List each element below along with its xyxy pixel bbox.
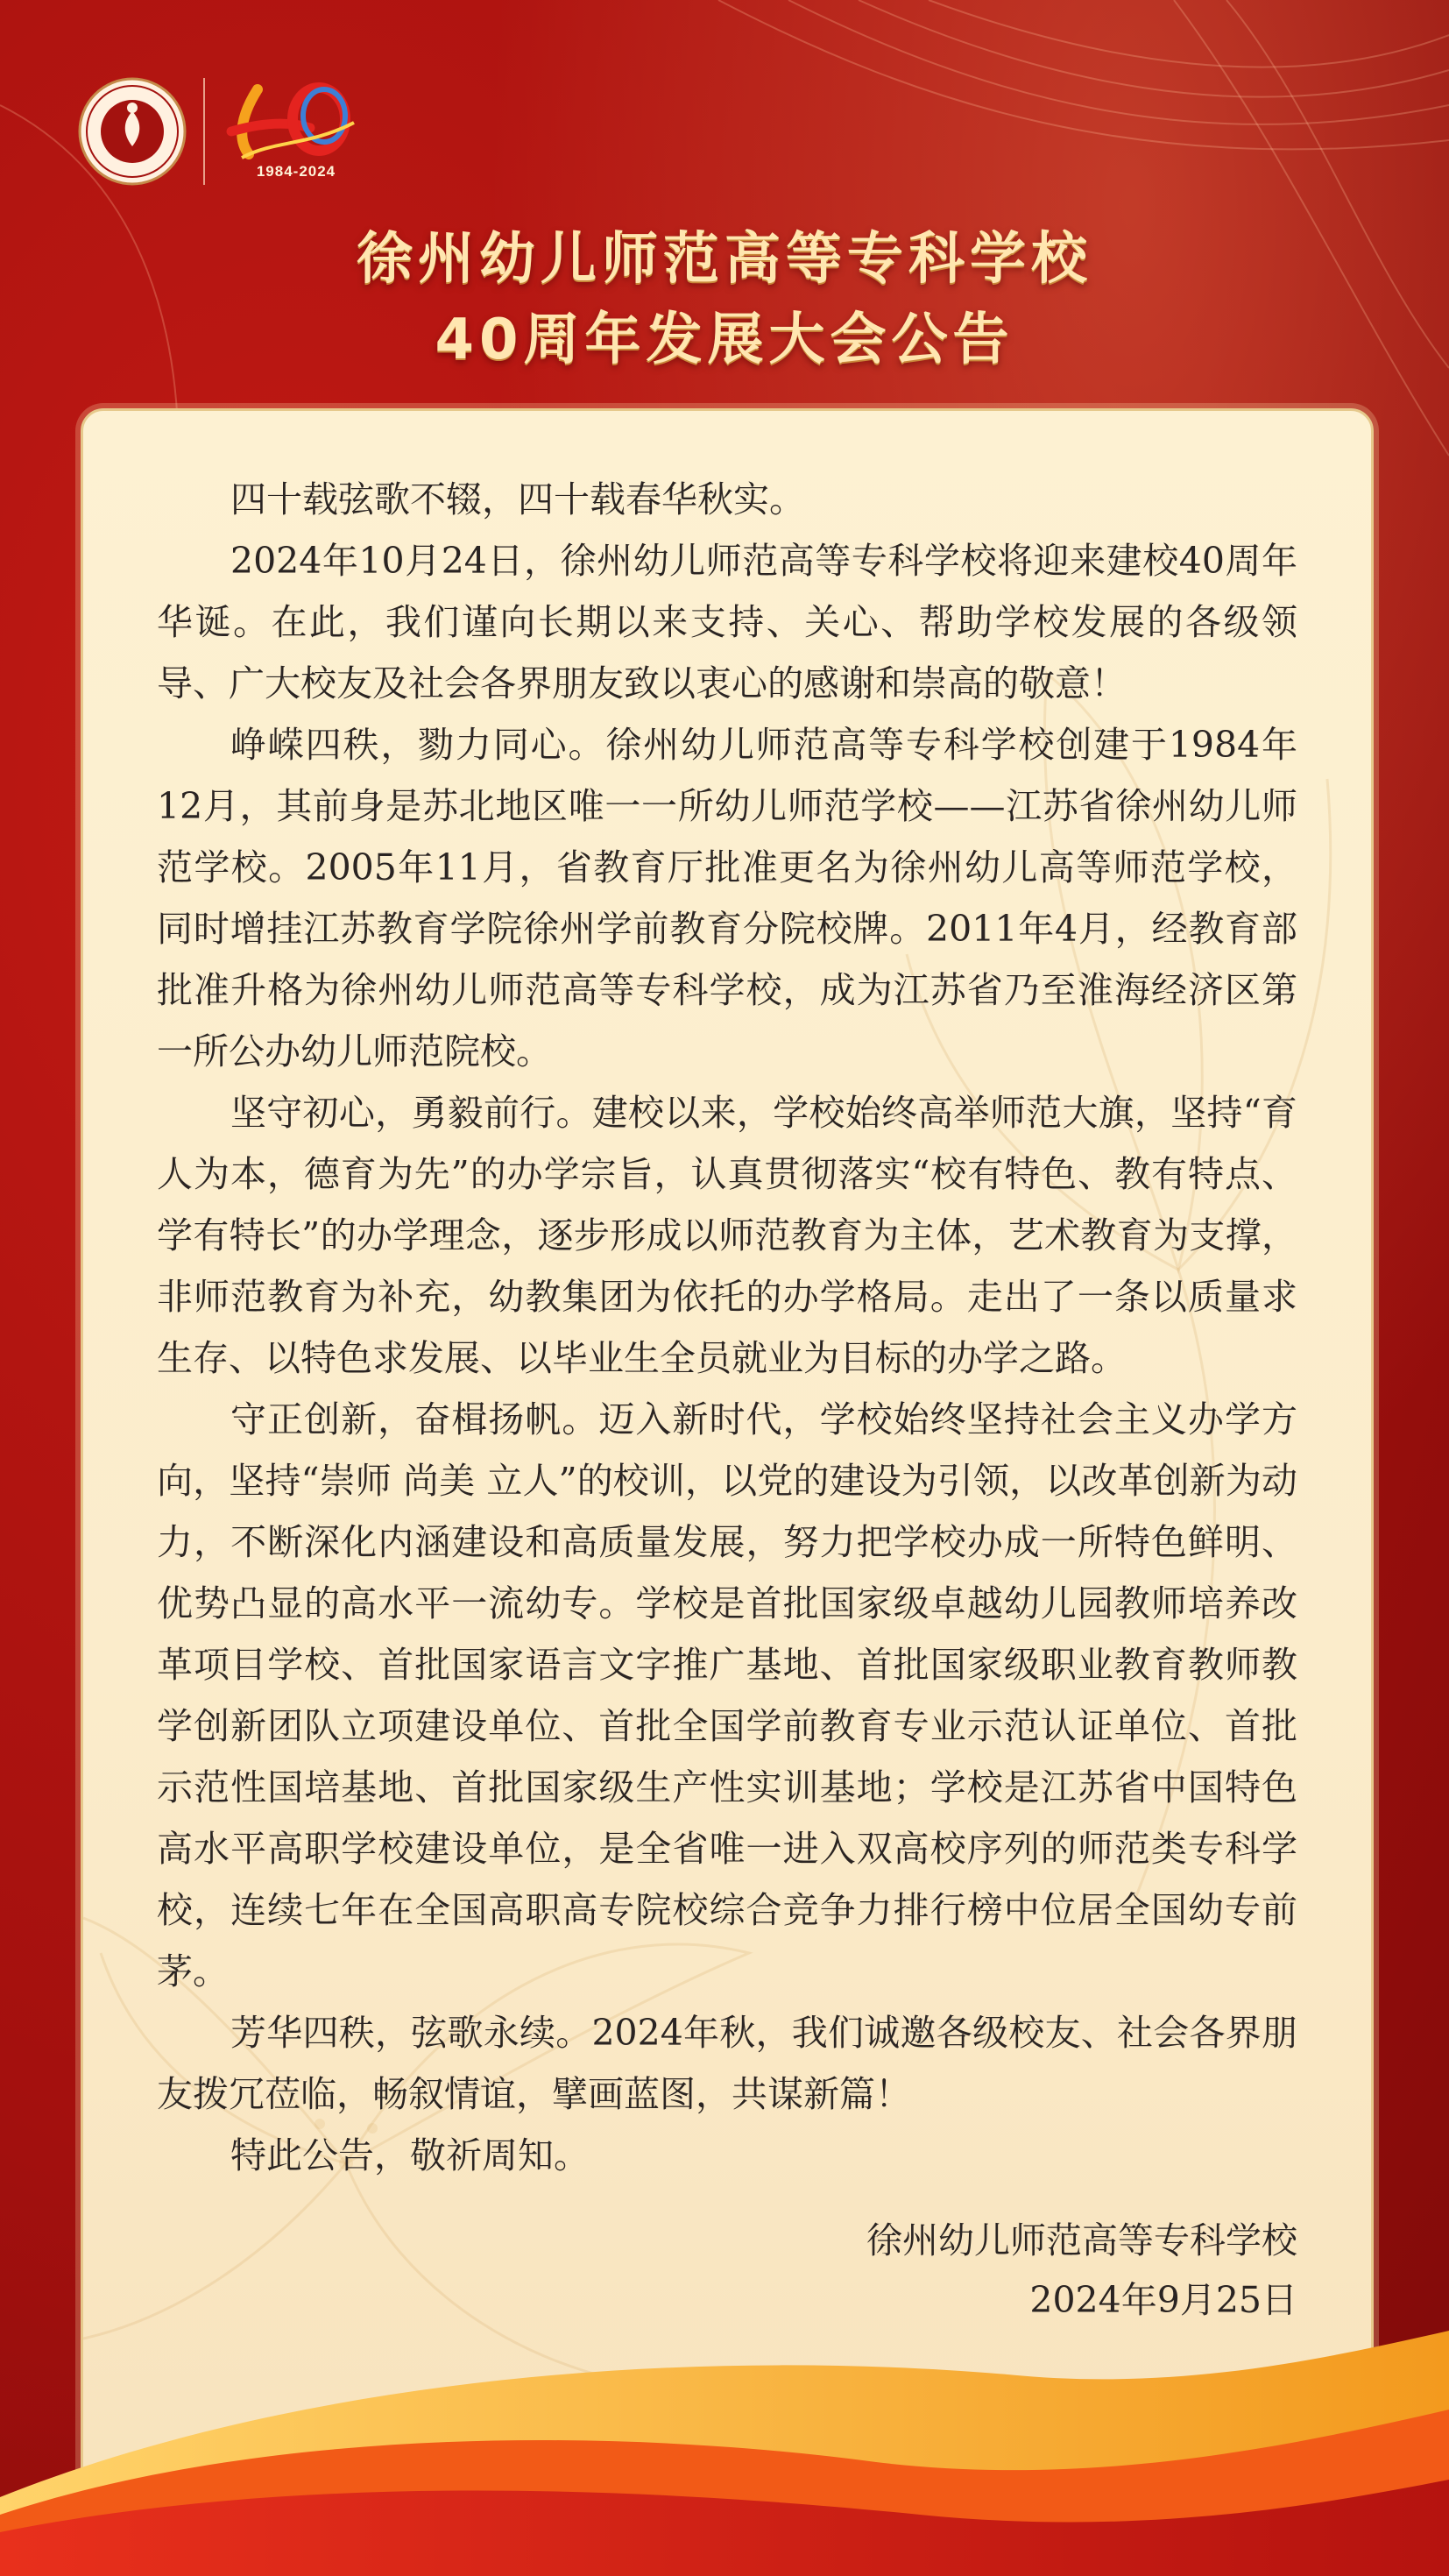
logo-divider — [203, 78, 205, 185]
announcement-panel — [81, 408, 1374, 2516]
paragraph: 坚守初心，勇毅前行。建校以来，学校始终高举师范大旗，坚持“育人为本，德育为先”的办学宗旨，认真贯彻落实“校有特色、教有特点、学有特长”的办学理念，逐步形成以师范教育为主体，艺术教育为支撑，非师范教育为补充，幼教集团为依托的办学格局。走出了一条以质量求生存、以特色求发展、以毕业生全员就业为目标的办学之路。 — [157, 1092, 1297, 1379]
bottom-waves — [0, 2296, 1449, 2576]
header-logos — [77, 70, 363, 193]
announcement-body — [157, 469, 1297, 2186]
signature-organization: 徐州幼儿师范高等专科学校 — [866, 2219, 1297, 2261]
paragraph: 特此公告，敬祈周知。 — [230, 2134, 590, 2176]
paragraph: 2024年10月24日，徐州幼儿师范高等专科学校将迎来建校40周年华诞。在此，我们谨向长期以来支持、关心、帮助学校发展的各级领导、广大校友及社会各界朋友致以衷心的感谢和崇高的敬意！ — [157, 540, 1297, 704]
paragraph: 芳华四秩，弦歌永续。2024年秋，我们诚邀各级校友、社会各界朋友拨冗莅临，畅叙情谊，擘画蓝图，共谋新篇！ — [157, 2012, 1297, 2115]
title-line-2: 40周年发展大会公告 — [435, 308, 1014, 372]
signature-date: 2024年9月25日 — [1029, 2279, 1297, 2321]
anniversary-logo — [223, 70, 363, 193]
anniversary-40-icon — [223, 70, 363, 166]
anniversary-years: 1984-2024 — [256, 163, 336, 180]
school-seal-icon — [77, 76, 187, 187]
title-line-1: 徐州幼儿师范高等专科学校 — [357, 227, 1092, 292]
paragraph: 四十载弦歌不辍，四十载春华秋实。 — [230, 478, 805, 520]
announcement-title — [0, 219, 1449, 380]
paragraph: 守正创新，奋楫扬帆。迈入新时代，学校始终坚持社会主义办学方向，坚持“崇师 尚美 立人”的校训，以党的建设为引领，以改革创新为动力，不断深化内涵建设和高质量发展，努力把学校办成一所特色鲜明、优势凸显的高水平一流幼专。学校是首批国家级卓越幼儿园教师培养改革项目学校、首批国家语言文字推广基地、首批国家级职业教育教师教学创新团队立项建设单位、首批全国学前教育专业示范认证单位、首批示范性国培基地、首批国家级生产性实训基地；学校是江苏省中国特色高水平高职学校建设单位，是全省唯一进入双高校序列的师范类专科学校，连续七年在全国高职高专院校综合竞争力排行榜中位居全国幼专前茅。 — [157, 1398, 1297, 1992]
paragraph: 峥嵘四秩，勠力同心。徐州幼儿师范高等专科学校创建于1984年12月，其前身是苏北地区唯一一所幼儿师范学校——江苏省徐州幼儿师范学校。2005年11月，省教育厅批准更名为徐州幼儿高等师范学校，同时增挂江苏教育学院徐州学前教育分院校牌。2011年4月，经教育部批准升格为徐州幼儿师范高等专科学校，成为江苏省乃至淮海经济区第一所公办幼儿师范院校。 — [157, 724, 1297, 1072]
